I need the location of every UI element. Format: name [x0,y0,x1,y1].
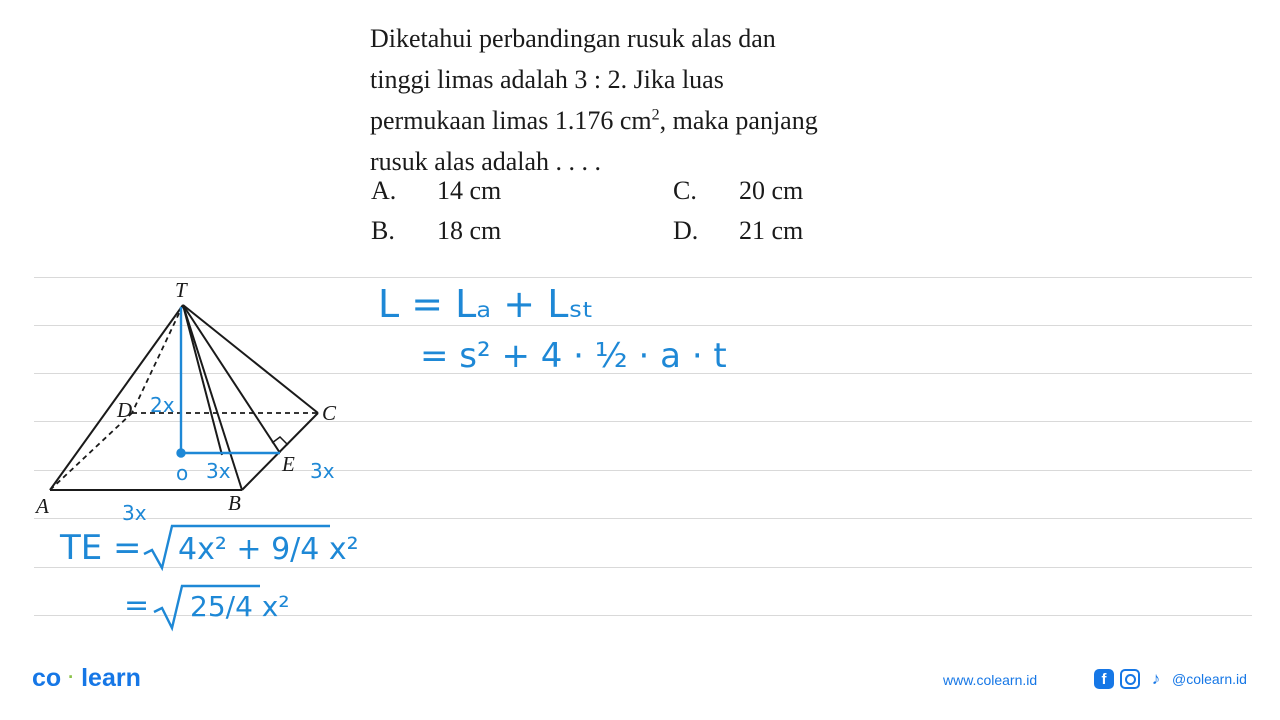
label-t: T [175,278,187,302]
label-c: C [322,401,337,425]
annot-base: 3x [122,501,147,525]
instagram-icon[interactable] [1120,669,1140,689]
work-line-1: L = Lₐ + Lₛₜ [378,282,594,326]
label-b: B [228,491,241,515]
edge-ad-hidden [50,413,132,490]
label-d: D [117,398,133,422]
logo-part: co [32,664,62,692]
annot-height: 2x [150,393,175,417]
question-text [370,18,935,182]
question-line: Diketahui perbandingan rusuk alas dan [370,24,776,53]
superscript: 2 [651,106,660,124]
question-line-text: permukaan limas 1.176 cm [370,106,652,135]
option-a[interactable] [371,176,501,206]
colearn-logo [32,664,141,693]
label-e: E [282,452,295,476]
logo-part: learn [81,664,141,692]
option-text: 21 cm [739,216,804,245]
question-line [370,100,935,141]
annot-half-base: 3x [206,459,231,483]
logo-dot: · [68,667,75,687]
social-handle: @colearn.id [1172,671,1247,687]
label-a: A [36,494,49,518]
te2-lhs: = [124,588,150,623]
te-lhs: TE = [60,528,142,568]
option-c[interactable] [673,176,803,206]
question-line: rusuk alas adalah . . . . [370,147,602,176]
website-link[interactable]: www.colearn.id [943,672,1038,688]
center-point [178,450,185,457]
annot-center: o [176,461,189,485]
option-text: 18 cm [437,216,502,245]
slant-te2 [183,305,222,455]
option-letter: B. [371,216,395,245]
question-line: tinggi limas adalah 3 : 2. Jika luas [370,65,724,94]
option-letter: A. [371,176,397,205]
te-radicand: 4x² + 9/4 x² [178,532,359,567]
option-text: 14 cm [437,176,502,205]
te2-radicand: 25/4 x² [190,590,290,623]
option-b[interactable] [371,216,501,246]
facebook-icon[interactable]: f [1094,669,1114,689]
tiktok-icon[interactable]: ♪ [1151,669,1161,688]
question-line-text: , maka panjang [659,106,818,135]
slant-te [183,305,280,453]
option-text: 20 cm [739,176,804,205]
pyramid-figure [0,275,360,525]
work-line-2: = s² + 4 · ½ · a · t [420,336,727,376]
option-d[interactable] [673,216,803,246]
edge-tc [183,305,318,413]
option-letter: C. [673,176,697,205]
social-links [1094,668,1247,690]
annot-slant-side: 3x [310,459,335,483]
option-letter: D. [673,216,699,245]
